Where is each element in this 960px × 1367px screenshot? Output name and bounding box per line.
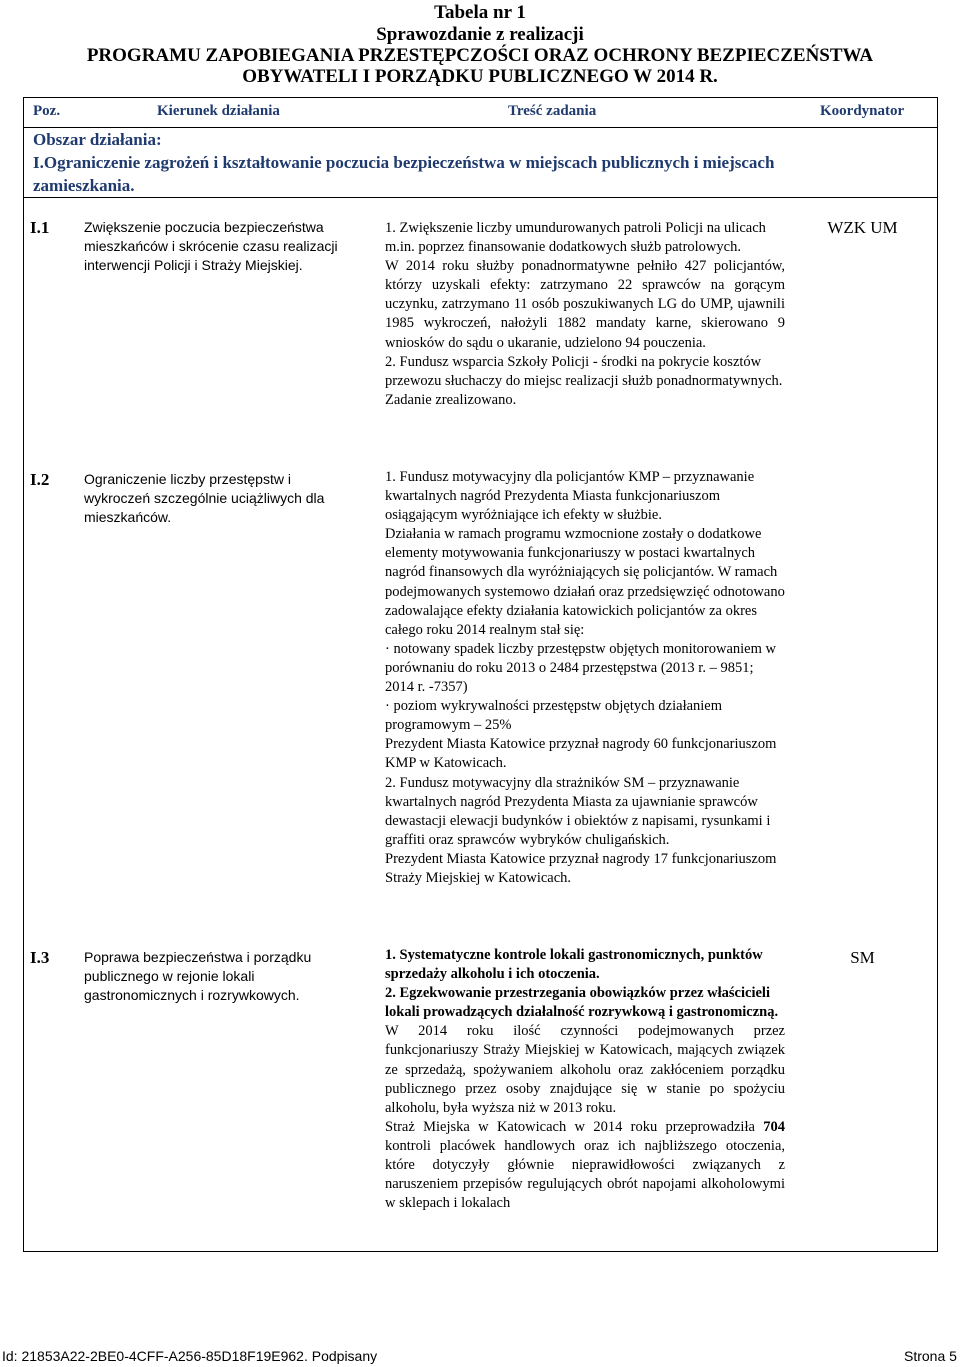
row-coordinator: WZK UM — [827, 218, 898, 237]
content-paragraph: Prezydent Miasta Katowice przyznał nagrody 17 funkcjonariuszom Straży Miejskiej w Katowicach. — [385, 850, 777, 886]
page-number: Strona 5 — [904, 1348, 957, 1364]
row-content — [385, 468, 785, 888]
content-paragraph: Zadanie zrealizowano. — [385, 391, 517, 408]
col-header-pos: Poz. — [33, 103, 61, 119]
row-direction: Poprawa bezpieczeństwa i porządku publicznego w rejonie lokali gastronomicznych i rozrywkowych. — [84, 949, 312, 1003]
content-paragraph: 2. Fundusz wsparcia Szkoły Policji - środki na pokrycie kosztów przewozu słuchaczy do miejsc realizacji służb ponadnormatywnych. — [385, 353, 783, 389]
area-title-line1: I.Ograniczenie zagrożeń i kształtowanie poczucia bezpieczeństwa w miejscach publicznych i miejscach — [33, 153, 775, 172]
doc-subtitle: Sprawozdanie z realizacji — [376, 24, 584, 45]
content-paragraph: W 2014 roku służby ponadnormatywne pełniło 427 policjantów, którzy uzyskali efekty: zatrzymano 22 sprawców na gorącym uczynku, zatrzymano 11 osób poszukiwanych LG do UMP, ujawnili 1985 wykroczeń, nałożyli 1882 mandaty karne, skierowano 9 wniosków do sądu o ukaranie, udzielono 94 pouczenia. — [385, 258, 785, 351]
row-number: I.2 — [30, 470, 50, 489]
row-coordinator: SM — [850, 948, 875, 967]
row-direction: Zwiększenie poczucia bezpieczeństwa mieszkańców i skrócenie czasu realizacji interwencji Policji i Straży Miejskiej. — [84, 219, 338, 273]
row-number: I.3 — [30, 948, 50, 967]
doc-title: Tabela nr 1 — [434, 2, 526, 23]
row-content — [385, 946, 785, 1213]
area-divider — [23, 197, 938, 198]
document-id: Id: 21853A22-2BE0-4CFF-A256-85D18F19E962. Podpisany — [2, 1348, 378, 1364]
area-label: Obszar działania: — [33, 130, 162, 149]
content-paragraph — [385, 1118, 785, 1213]
content-text: Straż Miejska w Katowicach w 2014 roku przeprowadziła — [385, 1118, 755, 1135]
col-header-content: Treść zadania — [508, 103, 597, 119]
content-paragraph: · notowany spadek liczby przestępstw objętych monitorowaniem w porównaniu do roku 2013 o 2484 przestępstwa (2013 r. – 9851; 2014 r. -7357) — [385, 640, 776, 696]
content-paragraph: 1. Zwiększenie liczby umundurowanych patroli Policji na ulicach m.in. poprzez finansowanie dodatkowych służb patrolowych. — [385, 220, 766, 256]
content-paragraph: 2. Fundusz motywacyjny dla strażników SM – przyznawanie kwartalnych nagród Prezydenta Miasta za ujawnianie sprawców dewastacji elewacji budynków i obiektów z napisami, rysunkami i graffiti oraz sprawców wybryków chuligańskich. — [385, 774, 771, 848]
col-header-direction: Kierunek działania — [157, 103, 280, 119]
content-text: kontroli placówek handlowych oraz ich najbliższego otoczenia, które dotyczyły głównie nieprawidłowości związanych z naruszeniem przepisów regulujących obrót napojami alkoholowymi w sklepach i lokalach — [385, 1137, 785, 1212]
row-direction: Ograniczenie liczby przestępstw i wykroczeń szczególnie uciążliwych dla mieszkańców. — [84, 471, 325, 525]
col-header-coordinator: Koordynator — [820, 103, 905, 119]
control-count: 704 — [763, 1118, 785, 1135]
content-paragraph: 1. Fundusz motywacyjny dla policjantów KMP – przyznawanie kwartalnych nagród Prezydenta Miasta funkcjonariuszom osiągającym wyróżniające ich efekty w służbie. — [385, 469, 755, 524]
content-paragraph: Działania w ramach programu wzmocnione zostały o dodatkowe elementy motywowania funkcjonariuszy w postaci kwartalnych nagród finansowych dla wyróżniających się policjantów. W ramach podejmowanych systemowo działań oraz przedsięwzięć odnotowano zadowalające efekty działania katowickich policjantów za okres całego roku 2014 realnym stał się: — [385, 526, 785, 638]
program-name-line1: PROGRAMU ZAPOBIEGANIA PRZESTĘPCZOŚCI ORAZ OCHRONY BEZPIECZEŃSTWA — [86, 45, 874, 66]
content-paragraph: · poziom wykrywalności przestępstw objętych działaniem programowym – 25% — [385, 698, 723, 734]
program-name-line2: OBYWATELI I PORZĄDKU PUBLICZNEGO W 2014 R. — [242, 66, 718, 87]
content-paragraph: 1. Systematyczne kontrole lokali gastronomicznych, punktów sprzedaży alkoholu i ich otoczenia. — [385, 947, 763, 983]
area-title-line2: zamieszkania. — [33, 176, 135, 195]
content-paragraph: W 2014 roku ilość czynności podejmowanych przez funkcjonariuszy Straży Miejskiej w Katowicach, mających związek ze sprzedażą, spożywaniem alkoholu oraz zakłóceniem porządku publicznego przez osoby znajdujące się w stanie po spożyciu alkoholu, była wyższa niż w 2013 roku. — [385, 1023, 785, 1116]
row-number: I.1 — [30, 218, 50, 237]
row-content — [385, 219, 785, 410]
content-paragraph: Prezydent Miasta Katowice przyznał nagrody 60 funkcjonariuszom KMP w Katowicach. — [385, 736, 777, 772]
content-paragraph: 2. Egzekwowanie przestrzegania obowiązków przez właścicieli lokali prowadzących działalność rozrywkową i gastronomiczną. — [385, 985, 779, 1021]
